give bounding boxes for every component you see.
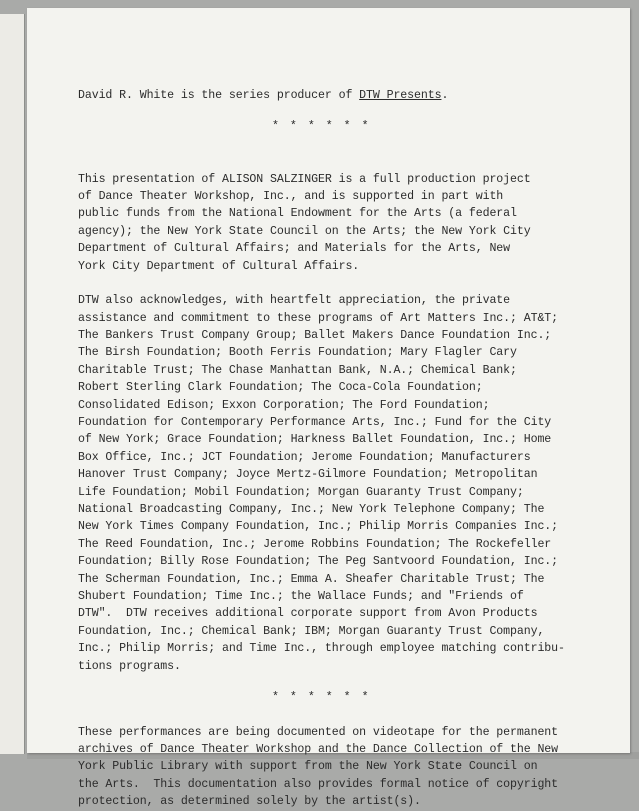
facing-page-edge (0, 14, 25, 754)
paragraph-line: public funds from the National Endowment for the Arts (a federal (78, 207, 517, 221)
page-text (78, 87, 598, 811)
producer-text: David R. White is the series producer of (78, 89, 360, 102)
paragraph-line: Life Foundation; Mobil Foundation; Morgan Guaranty Trust Company; (78, 485, 524, 499)
paragraph-line: Foundation; Billy Rose Foundation; The Peg Santvoord Foundation, Inc.; (78, 555, 559, 569)
paragraph-line: DTW also acknowledges, with heartfelt appreciation, the private (78, 294, 511, 308)
paragraph-line: of Dance Theater Workshop, Inc., and is supported in part with (78, 189, 504, 203)
paragraph-line: assistance and commitment to these programs of Art Matters Inc.; AT&T; (78, 311, 559, 325)
paragraph-line: Inc.; Philip Morris; and Time Inc., through employee matching contribu- (78, 642, 565, 656)
support-paragraph (78, 171, 598, 275)
paragraph-line: The Bankers Trust Company Group; Ballet Makers Dance Foundation Inc.; (78, 329, 552, 343)
series-title: DTW Presents (359, 89, 442, 102)
paragraph-line: The Reed Foundation, Inc.; Jerome Robbins Foundation; The Rockefeller (78, 537, 552, 551)
acknowledgements-paragraph (78, 292, 598, 675)
paragraph-line: Department of Cultural Affairs; and Materials for the Arts, New (78, 242, 511, 256)
paragraph-line: DTW". DTW receives additional corporate support from Avon Products (78, 607, 538, 621)
paragraph-line: Charitable Trust; The Chase Manhattan Bank, N.A.; Chemical Bank; (78, 363, 517, 377)
documentation-paragraph (78, 724, 598, 811)
paragraph-line: New York Times Company Foundation, Inc.; Philip Morris Companies Inc.; (78, 520, 559, 534)
paragraph-line: the Arts. This documentation also provides formal notice of copyright (78, 777, 559, 791)
paragraph-line: Foundation for Contemporary Performance Arts, Inc.; Fund for the City (78, 416, 552, 430)
paragraph-line: protection, as determined solely by the artist(s). (78, 795, 421, 809)
paragraph-line: These performances are being documented on videotape for the permanent (78, 725, 559, 739)
paragraph-line: The Birsh Foundation; Booth Ferris Foundation; Mary Flagler Cary (78, 346, 517, 360)
paragraph-line: Foundation, Inc.; Chemical Bank; IBM; Morgan Guaranty Trust Company, (78, 624, 545, 638)
paragraph-line: Shubert Foundation; Time Inc.; the Wallace Funds; and "Friends of (78, 589, 524, 603)
producer-period: . (441, 89, 449, 102)
separator-stars: * * * * * * (272, 120, 371, 134)
paragraph-line: Robert Sterling Clark Foundation; The Coca-Cola Foundation; (78, 381, 483, 395)
paragraph-line: This presentation of ALISON SALZINGER is a full production project (78, 172, 531, 186)
paragraph-line: York City Department of Cultural Affairs. (78, 259, 360, 273)
paragraph-line: Consolidated Edison; Exxon Corporation; The Ford Foundation; (78, 398, 490, 412)
paragraph-line: The Scherman Foundation, Inc.; Emma A. Sheafer Charitable Trust; The (78, 572, 545, 586)
paragraph-line: agency); the New York State Council on the Arts; the New York City (78, 224, 531, 238)
paragraph-line: of New York; Grace Foundation; Harkness Ballet Foundation, Inc.; Home (78, 433, 552, 447)
paragraph-line: Hanover Trust Company; Joyce Mertz-Gilmore Foundation; Metropolitan (78, 468, 538, 482)
paragraph-line: archives of Dance Theater Workshop and the Dance Collection of the New (78, 743, 559, 757)
separator-stars: * * * * * * (272, 690, 371, 704)
producer-line (78, 87, 598, 104)
paragraph-line: York Public Library with support from the New York State Council on (78, 760, 538, 774)
paragraph-line: tions programs. (78, 659, 181, 673)
paragraph-line: Box Office, Inc.; JCT Foundation; Jerome Foundation; Manufacturers (78, 450, 531, 464)
paragraph-line: National Broadcasting Company, Inc.; New York Telephone Company; The (78, 502, 545, 516)
